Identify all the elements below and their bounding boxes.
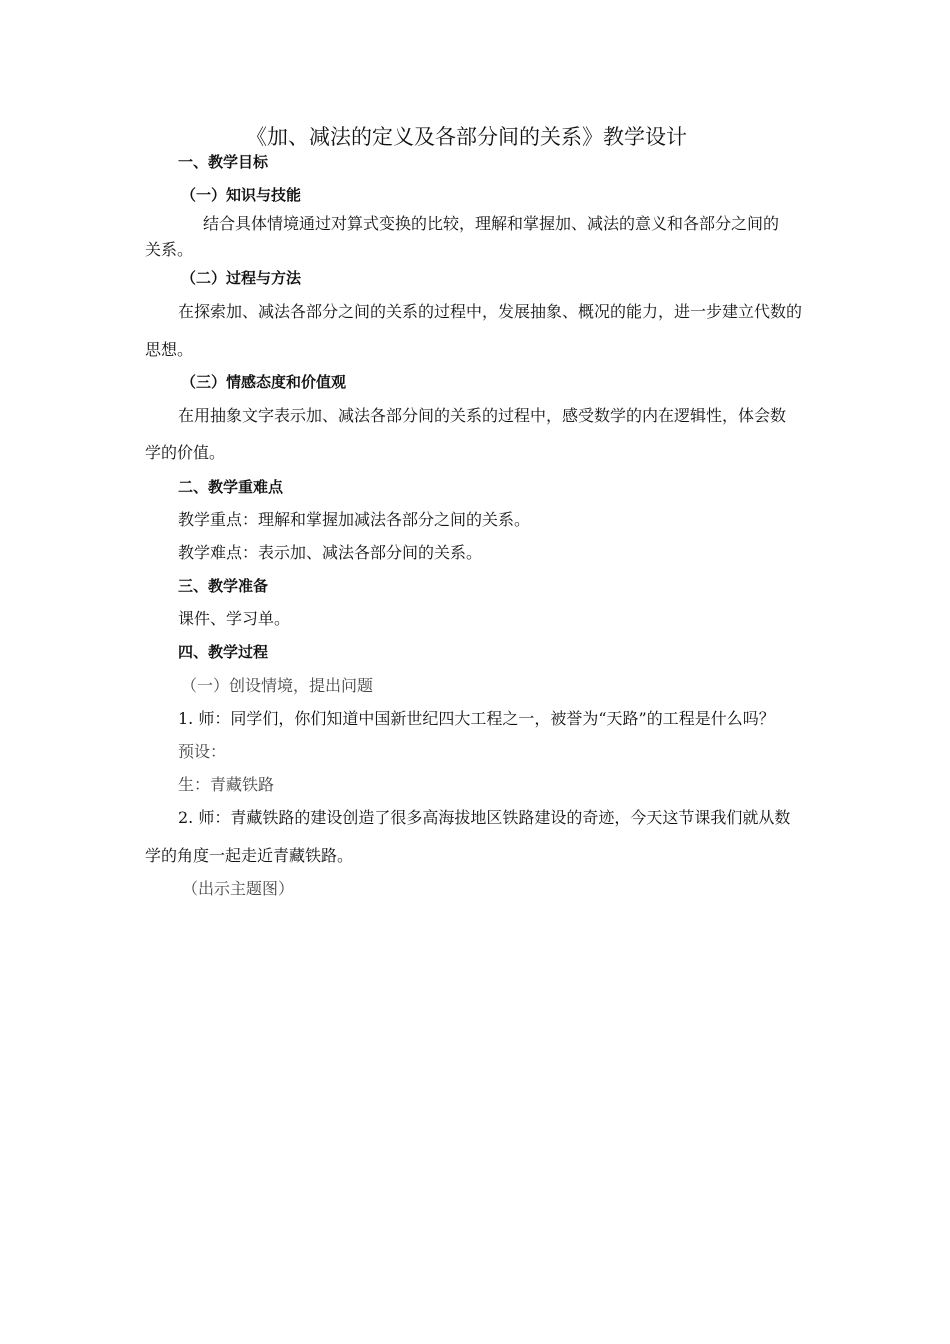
subsection-heading-knowledge: （一）知识与技能 (181, 186, 302, 204)
paragraph-line: 教学重点：理解和掌握加减法各部分之间的关系。 (178, 510, 531, 529)
paragraph-line: （出示主题图） (182, 879, 295, 898)
section-heading-process: 四、教学过程 (178, 643, 269, 661)
section-heading-key-points: 二、教学重难点 (178, 478, 284, 496)
paragraph-line: 2. 师：青藏铁路的建设创造了很多高海拔地区铁路建设的奇迹，今天这节课我们就从数 (178, 808, 791, 827)
paragraph-line: 1. 师：同学们，你们知道中国新世纪四大工程之一，被誉为“天路”的工程是什么吗？ (178, 709, 775, 728)
paragraph-line: 结合具体情境通过对算式变换的比较，理解和掌握加、减法的意义和各部分之间的 (203, 214, 780, 233)
paragraph-line: 在探索加、减法各部分之间的关系的过程中，发展抽象、概况的能力，进一步建立代数的 (178, 302, 803, 321)
paragraph-line: 在用抽象文字表示加、减法各部分间的关系的过程中，感受数学的内在逻辑性，体会数 (178, 406, 787, 425)
paragraph-line: 预设： (178, 742, 227, 761)
section-heading-objectives: 一、教学目标 (178, 153, 269, 171)
paragraph-line: 学的角度一起走近青藏铁路。 (145, 846, 354, 865)
paragraph-line: 生：青藏铁路 (178, 775, 275, 794)
paragraph-line: （一）创设情境，提出问题 (181, 676, 374, 695)
document-title: 《加、减法的定义及各部分间的关系》教学设计 (246, 125, 687, 149)
subsection-heading-attitude: （三）情感态度和价值观 (181, 373, 347, 391)
paragraph-line: 思想。 (145, 340, 194, 359)
paragraph-line: 课件、学习单。 (178, 609, 291, 628)
subsection-heading-process: （二）过程与方法 (181, 269, 302, 287)
paragraph-line: 关系。 (145, 240, 194, 259)
section-heading-preparation: 三、教学准备 (178, 577, 269, 595)
paragraph-line: 教学难点：表示加、减法各部分间的关系。 (178, 543, 483, 562)
paragraph-line: 学的价值。 (145, 443, 226, 462)
